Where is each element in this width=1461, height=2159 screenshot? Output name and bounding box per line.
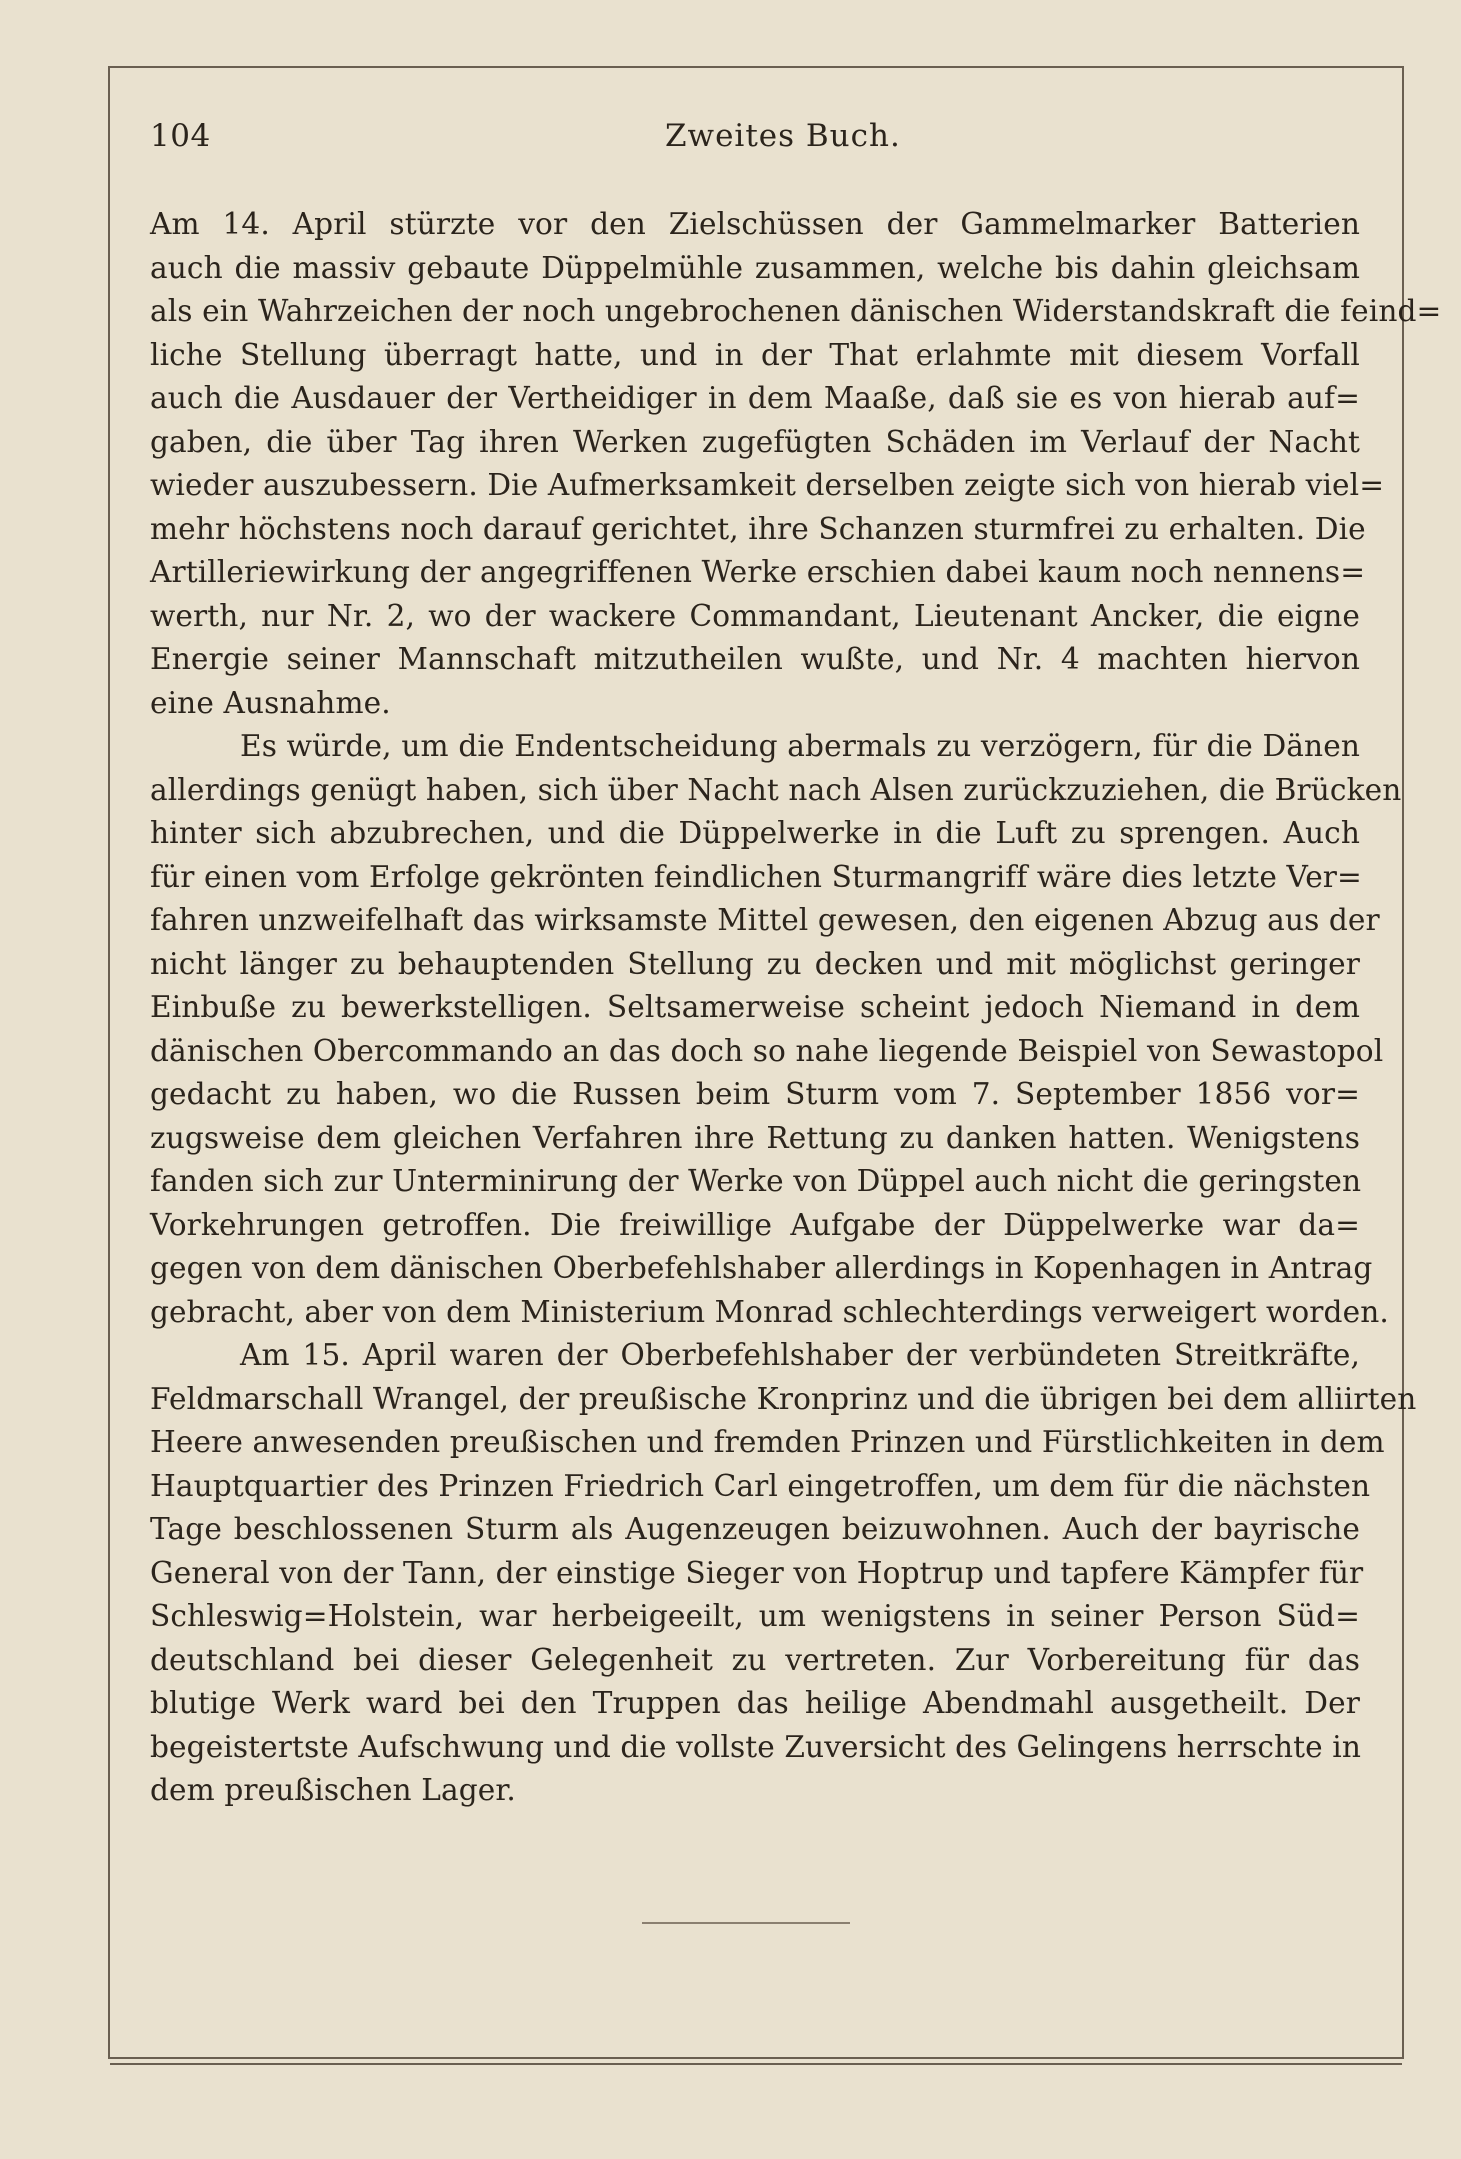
page-number: 104: [150, 118, 211, 154]
text-line: gebracht, aber von dem Ministerium Monrad schlechterdings verweigert worden.: [150, 1294, 1389, 1329]
text-line: auch die Ausdauer der Vertheidiger in dem Maaße, daß sie es von hierab auf=: [150, 381, 1360, 415]
text-line: fahren unzweifelhaft das wirksamste Mittel gewesen, den eigenen Abzug aus der: [150, 903, 1380, 937]
paragraph-2: [150, 725, 1402, 1334]
text-line: zugsweise dem gleichen Verfahren ihre Rettung zu danken hatten. Wenigstens: [150, 1120, 1360, 1155]
text-line: Es würde, um die Endentscheidung abermals zu verzögern, für die Dänen: [240, 729, 1360, 763]
page-header: [150, 118, 1370, 158]
text-line: Hauptquartier des Prinzen Friedrich Carl eingetroffen, um dem für die nächsten: [150, 1468, 1371, 1503]
text-line: blutige Werk ward bei den Truppen das heilige Abendmahl ausgetheilt. Der: [150, 1686, 1360, 1720]
text-line: Heere anwesenden preußischen und fremden Prinzen und Fürstlichkeiten in dem: [150, 1425, 1385, 1459]
text-line: fanden sich zur Unterminirung der Werke von Düppel auch nicht die geringsten: [150, 1164, 1362, 1198]
text-line: Feldmarschall Wrangel, der preußische Kronprinz und die übrigen bei dem alliirten: [150, 1381, 1417, 1416]
text-line: Artilleriewirkung der angegriffenen Werke erschien dabei kaum noch nennens=: [150, 555, 1366, 589]
text-line: gedacht zu haben, wo die Russen beim Sturm vom 7. September 1856 vor=: [150, 1077, 1360, 1111]
text-line: Tage beschlossenen Sturm als Augenzeugen beizuwohnen. Auch der bayrische: [150, 1512, 1360, 1546]
text-line: für einen vom Erfolge gekrönten feindlichen Sturmangriff wäre dies letzte Ver=: [150, 859, 1362, 894]
text-line: Vorkehrungen getroffen. Die freiwillige Aufgabe der Düppelwerke war da=: [150, 1207, 1360, 1242]
text-line: dänischen Obercommando an das doch so nahe liegende Beispiel von Sewastopol: [150, 1033, 1384, 1068]
text-line: Am 14. April stürzte vor den Zielschüssen der Gammelmarker Batterien: [150, 207, 1360, 241]
body-text: [150, 203, 1442, 1813]
text-line: Am 15. April waren der Oberbefehlshaber der verbündeten Streitkräfte,: [240, 1338, 1360, 1372]
text-line: begeistertste Aufschwung und die vollste Zuversicht des Gelingens herrschte in: [150, 1729, 1361, 1764]
text-line: gegen von dem dänischen Oberbefehlshaber allerdings in Kopenhagen in Antrag: [150, 1251, 1373, 1285]
text-line: nicht länger zu behauptenden Stellung zu decken und mit möglichst geringer: [150, 946, 1360, 981]
paragraph-1: [150, 203, 1442, 725]
text-line: gaben, die über Tag ihren Werken zugefügten Schäden im Verlauf der Nacht: [150, 424, 1360, 459]
text-line: allerdings genügt haben, sich über Nacht nach Alsen zurückzuziehen, die Brücken: [150, 772, 1402, 807]
text-line: auch die massiv gebaute Düppelmühle zusammen, welche bis dahin gleichsam: [150, 250, 1360, 285]
text-line: wieder auszubessern. Die Aufmerksamkeit derselben zeigte sich von hierab viel=: [150, 468, 1385, 502]
text-line: liche Stellung überragt hatte, und in der That erlahmte mit diesem Vorfall: [150, 337, 1360, 372]
text-line: General von der Tann, der einstige Sieger von Hoptrup und tapfere Kämpfer für: [150, 1555, 1364, 1590]
text-line: Schleswig=Holstein, war herbeigeeilt, um wenigstens in seiner Person Süd=: [150, 1599, 1360, 1633]
text-line: werth, nur Nr. 2, wo der wackere Commandant, Lieutenant Ancker, die eigne: [150, 598, 1360, 633]
text-line: hinter sich abzubrechen, und die Düppelwerke in die Luft zu sprengen. Auch: [150, 816, 1360, 850]
text-line: eine Ausnahme.: [150, 685, 391, 720]
text-line: deutschland bei dieser Gelegenheit zu vertreten. Zur Vorbereitung für das: [150, 1642, 1360, 1677]
paragraph-3: [150, 1334, 1417, 1813]
closing-rule: [642, 1922, 850, 1924]
text-line: Energie seiner Mannschaft mitzutheilen wußte, und Nr. 4 machten hiervon: [150, 642, 1360, 676]
text-line: Einbuße zu bewerkstelligen. Seltsamerweise scheint jedoch Niemand in dem: [150, 990, 1360, 1024]
text-line: dem preußischen Lager.: [150, 1773, 516, 1807]
running-head: Zweites Buch.: [665, 118, 901, 154]
text-line: mehr höchstens noch darauf gerichtet, ihre Schanzen sturmfrei zu erhalten. Die: [150, 511, 1366, 546]
text-line: als ein Wahrzeichen der noch ungebrochenen dänischen Widerstandskraft die feind=: [150, 294, 1442, 328]
